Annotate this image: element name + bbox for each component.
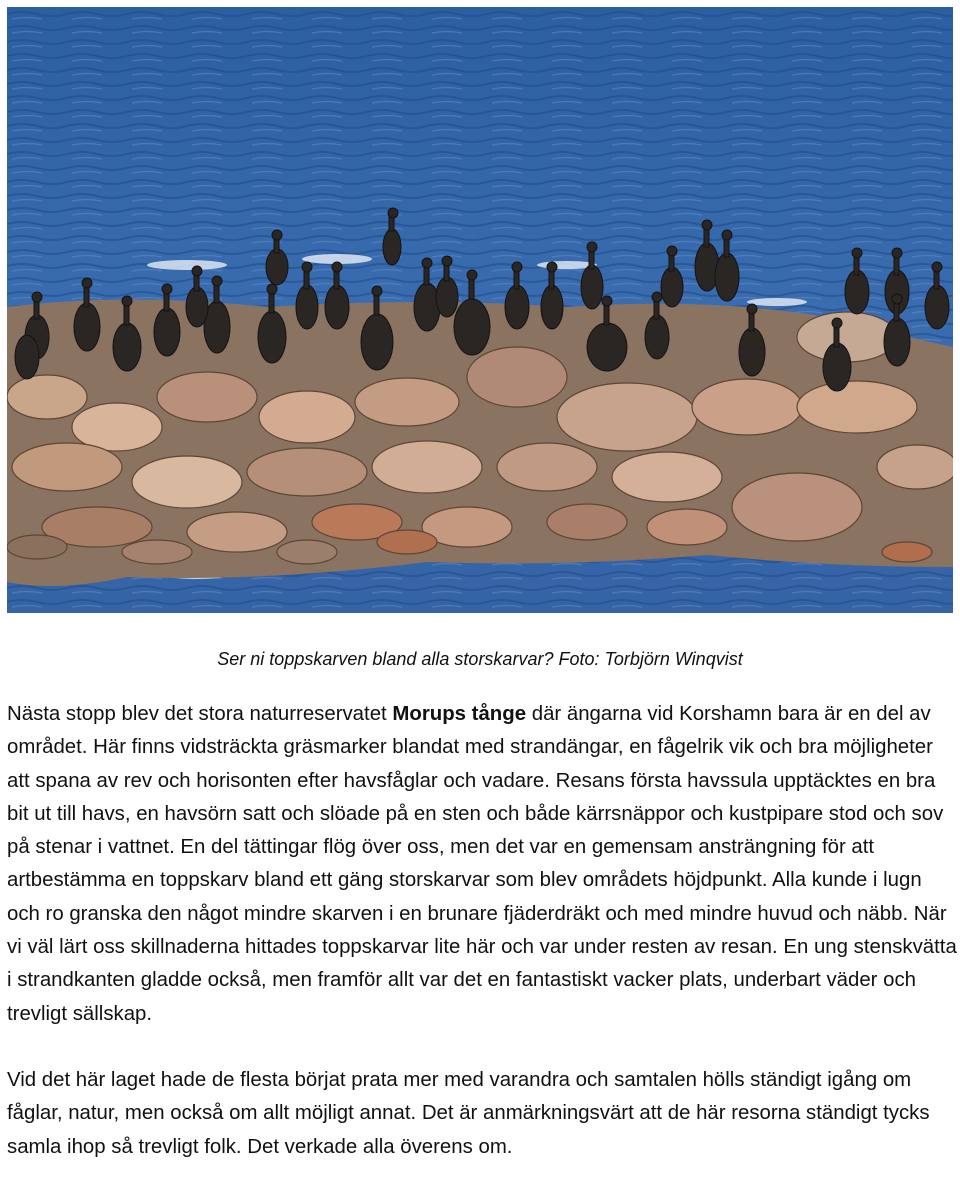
place-name-bold: Morups tånge (392, 703, 527, 725)
paragraph-1-text-rest: där ängarna vid Korshamn bara är en del av området. Här finns vidsträckta gräsmarker blandat med strandängar, en fågelrik vik och bra möjligheter att spana av rev och horisonten efter havsfåglar och vadare. Resans första havssula upptäcktes en bra bit ut till havs, en havsörn satt och slöade på en sten och både kärrsnäppor och kustpipare stod och sov på stenar i vattnet. En del tättingar flög över oss, men det var en gemensam ansträngning för att artbestämma en toppskarv bland ett gäng storskarvar som blev områdets höjdpunkt. Alla kunde i lugn och ro granska den något mindre skarven i en brunare fjäderdräkt och med mindre huvud och näbb. När vi väl lärt oss skillnaderna hittades toppskarvar lite här och var under resten av resan. En ung stenskvätta i strandkanten gladde också, men framför allt var det en fantastiskt vacker plats, underbart väder och trevligt sällskap. (7, 703, 957, 1025)
photo-caption: Ser ni toppskarven bland alla storskarvar? Foto: Torbjörn Winqvist (217, 649, 743, 669)
article-paragraph-2: Vid det här laget hade de flesta börjat prata mer med varandra och samtalen hölls ständigt igång om fåglar, natur, men också om allt möjligt annat. Det är anmärkningsvärt att de här resorna ständigt tycks samla ihop så trevligt folk. Det verkade alla överens om. (7, 1068, 930, 1158)
article-body (7, 698, 957, 1164)
cormorants-photo (7, 7, 953, 613)
cormorants-photo-illustration (7, 7, 953, 613)
paragraph-1-text-start: Nästa stopp blev det stora naturreservatet (7, 703, 393, 725)
article-paragraph-1 (7, 698, 957, 1031)
